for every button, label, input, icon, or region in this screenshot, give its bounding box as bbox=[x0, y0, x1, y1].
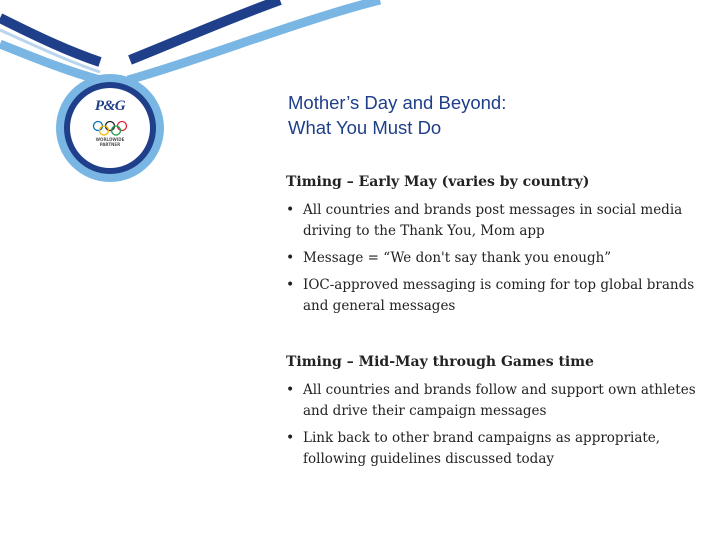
section-heading: Timing – Mid-May through Games time bbox=[286, 354, 594, 370]
section-early-may bbox=[286, 172, 706, 323]
list-item: • IOC-approved messaging is coming for top global brands and general messages bbox=[286, 275, 706, 317]
bullet-list bbox=[286, 380, 706, 470]
list-item: • Link back to other brand campaigns as appropriate, following guidelines discussed today bbox=[286, 428, 706, 470]
title-line2: What You Must Do bbox=[288, 117, 442, 138]
bullet-list bbox=[286, 200, 706, 317]
section-mid-may bbox=[286, 352, 706, 476]
list-item: • All countries and brands post messages in social media driving to the Thank You, Mom app bbox=[286, 200, 706, 242]
list-item: • All countries and brands follow and support own athletes and drive their campaign messages bbox=[286, 380, 706, 422]
title-line1: Mother’s Day and Beyond: bbox=[288, 92, 507, 113]
olympic-rings-icon bbox=[92, 120, 128, 136]
partner-label-line1: WORLDWIDE bbox=[95, 137, 125, 142]
partner-label-line2: PARTNER bbox=[99, 142, 121, 147]
pg-logo: P&G bbox=[94, 98, 126, 114]
list-item: • Message = “We don't say thank you enough” bbox=[286, 248, 706, 269]
slide-title bbox=[288, 90, 708, 140]
partner-label bbox=[80, 137, 140, 147]
section-heading: Timing – Early May (varies by country) bbox=[286, 174, 590, 190]
